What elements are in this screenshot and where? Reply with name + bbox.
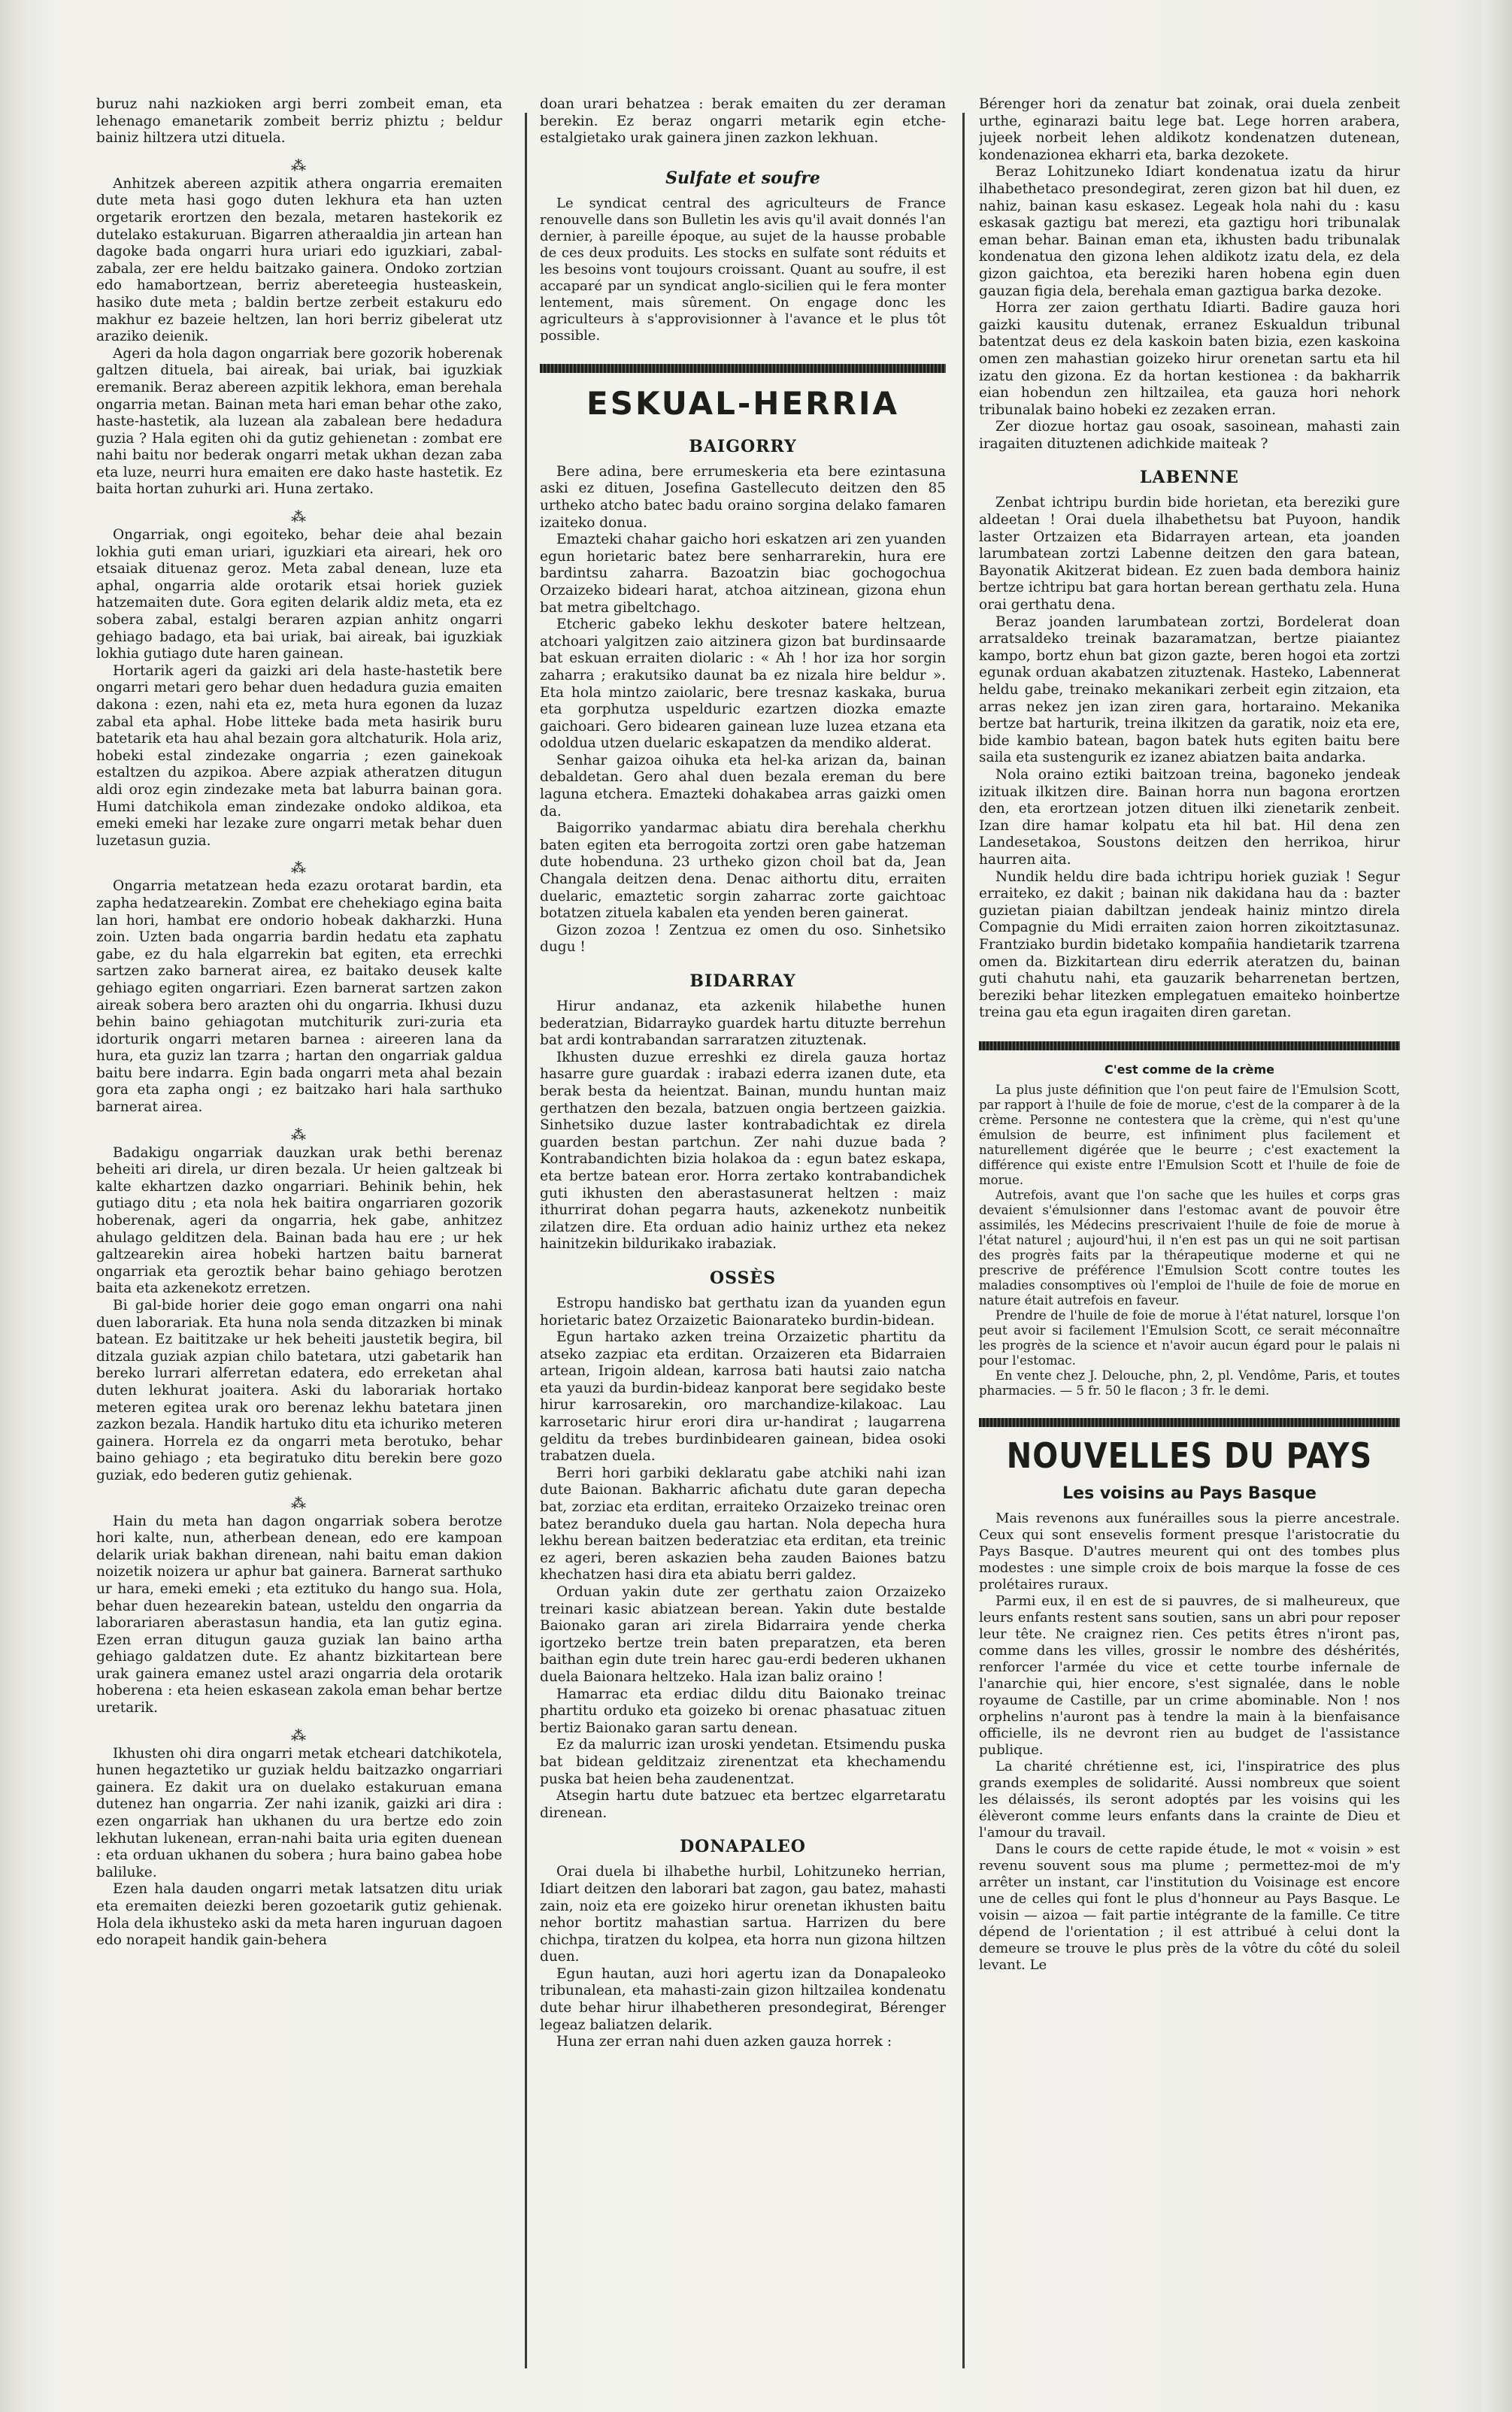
article-paragraph: Orduan yakin dute zer gerthatu zaion Orzaizeko treinari kasic abiatzean berean. Yakin dute bestalde Baionako garan ari zirela Bidarraira yende cherka igortzeko bertze trein baten preparatzen, eta beren baithan egin dute trein harec gau-erdi bederen ukhanen duela Baionara heltzeko. Hala izan baliz oraino ! [540,1584,946,1685]
article-paragraph: Ez da malurric izan uroski yendetan. Etsimendu puska bat bidean gelditzaiz zirenentzat eta khechamendu puska bat heien beha zaudenentzat. [540,1737,946,1787]
section-ornament: ⁂ [291,508,308,526]
decorative-banner [979,1041,1400,1050]
article-paragraph: Mais revenons aux funérailles sous la pierre ancestrale. Ceux qui sont ensevelis forment presque l'aristocratie du Pays Basque. D'autres meurent qui ont des tombes plus modestes : une simple croix de bois marque la fosse de ces prolétaires ruraux. [979,1510,1400,1592]
article-paragraph: Estropu handisko bat gerthatu izan da yuanden egun horietaric batez Orzaizetic Baionarateko burdin-bidean. [540,1295,946,1329]
section-ornament: ⁂ [291,1125,308,1144]
article-paragraph: Ikhusten ohi dira ongarri metak etcheari datchikotela, hunen hegaztetiko ur guziak heldu baitzazko ongarriari gainera. Ez dakit ura on duelako estakuruan emana dutenez han ongarria. Zer nahi izanik, gaizki ari dira : ezen ongarriak han ukhanen du ura bertze edo zoin lekhutan lukenean, erran-nahi baita uria egiten duenean : eta orduan ukhanen du sobera ; hura baino gabea hobe baliluke. [96,1745,502,1880]
article-paragraph: Ongarriak, ongi egoiteko, behar deie ahal bezain lokhia guti eman uriari, iguzkiari eta aireari, hek oro etsaiak dituenaz geroz. Meta zabal denean, luze eta aphal, ongarria alde orotarik etsai horiek guziek hatzemaiten dute. Gora egiten delarik aldiz meta, eta ez sobera zabal, estalgi beraren azpian anhitz ongarri gehiago badago, eta bai uriak, bai aireak, bai iguzkiak lokhia gutiago dute haren gainean. [96,527,502,662]
column-middle [540,96,946,2397]
article-paragraph: Etcheric gabeko lekhu deskoter batere heltzean, atchoari yalgitzen zaio aitzinera gizon bat burdinsaarde bat eskuan erraiten diolaric : « Ah ! hor iza hor sorgin zaharra ; erakutsiko daunat ba ez nizala hire beldur ». Eta hola mintzo zaiolaric, bere tresnaz kaskaka, burua eta gorphutza uspelduric ezartzen diozka emazte gaichoari. Gero bidearen gainean luze luzea etzana eta odoldua utzen duelaric eskapatzen da mendiko alderat. [540,617,946,752]
article-paragraph: doan urari behatzea : berak emaiten du zer deraman berekin. Ez beraz ongarri metarik egin etche-estalgietako urak gainera jinen zazkon lekhuan. [540,96,946,147]
article-paragraph: Badakigu ongarriak dauzkan urak bethi berenaz beheiti ari direla, ur diren bezala. Ur heien galtzeak bi kalte ekhartzen dazko ongarriari. Behinik behin, hek gutiago ditu ; eta nola hek baitira ongarriaren gozorik hoberenak, ageri da ongarria, hek gabe, anhitzez ahulago gelditzen dela. Bainan bada hau ere ; ur hek galtzearekin airea hobeki hartzen baitu barnerat ongarriak eta geroztik behar baino gehiago berotzen baita eta azkenekotz erretzen. [96,1144,502,1297]
article-paragraph: La charité chrétienne est, ici, l'inspiratrice des plus grands exemples de solidarité. Aussi nombreux que soient les délaissés, ils seront adoptés par les voisins qui les élèveront comme leurs enfants dans la crainte de Dieu et l'amour du travail. [979,1758,1400,1841]
article-paragraph: Senhar gaizoa oihuka eta hel-ka arizan da, bainan debaldetan. Gero ahal duen bezala ereman du bere laguna etchera. Emazteki dohakabea arras gaizki omen da. [540,752,946,820]
article-paragraph: Le syndicat central des agriculteurs de France renouvelle dans son Bulletin les avis qu'il avait donnés l'an dernier, à pareille époque, au sujet de la hausse probable de ces deux produits. Les stocks en sulfate sont réduits et les besoins vont toujours croissant. Quant au soufre, il est accaparé par un syndicat anglo-sicilien qui le fera monter lentement, mais sûrement. On engage donc les agriculteurs à s'approvisionner à l'avance et le plus tôt possible. [540,195,946,344]
ad-paragraph: En vente chez J. Delouche, phn, 2, pl. Vendôme, Paris, et toutes pharmacies. — 5 fr. 50 le flacon ; 3 fr. le demi. [979,1368,1400,1398]
section-ornament: ⁂ [291,1493,308,1512]
article-paragraph: Parmi eux, il en est de si pauvres, de si malheureux, que leurs enfants restent sans soutien, sans un abri pour reposer leur tête. Ne craignez rien. Ces petits êtres n'iront pas, comme dans les villes, grossir le nombre des déshérités, renforcer l'armée du vice et cette tourbe infernale de l'anarchie qui, hier encore, s'est signalée, dans le noble royaume de Castille, par un crime abominable. Non ! nos orphelins n'auront pas à tendre la main à la bienfaisance officielle, ils ne devront rien au budget de l'assistance publique. [979,1592,1400,1758]
ad-paragraph: Autrefois, avant que l'on sache que les huiles et corps gras devaient s'émulsionner dans l'estomac avant de pouvoir être assimilés, les Médecins prescrivaient l'huile de foie de morue à l'état naturel ; aujourd'hui, il n'en est pas un qui ne soit partisan des progrès faits par la thérapeutique moderne et qui ne prescrive de préférence l'Emulsion Scott contre toutes les maladies consomptives où l'emploi de l'huile de foie de morue en nature était autrefois en faveur. [979,1187,1400,1308]
article-paragraph: Nola oraino eztiki baitzoan treina, bagoneko jendeak izituak ilkitzen dire. Bainan horra nun bagona erortzen den, eta erortzean jotzen dituen ilki zienetarik zenbeit. Izan dire hamar kolpatu eta hil bat. Hil dena zen Landesetakoa, Soustons deitzen den herrikoa, hirur haurren aita. [979,766,1400,868]
article-paragraph: Atsegin hartu dute batzuec eta bertzec elgarretaratu direnean. [540,1788,946,1821]
article-paragraph: Hortarik ageri da gaizki ari dela haste-hastetik bere ongarri metari gero behar duen hedadura guzia emaiten dakona : ezen, nahi eta ez, meta hura egonen da luzaz zabal eta aphal. Hobe litteke bada meta hasirik buru batetarik eta hau ahal bezain gora altchaturik. Hola ariz, hobeki estal zindezake ongarria ; ezen gainekoak estaltzen du azpikoa. Abere azpiak atheratzen ditugun aldi oroz egin zindezake meta bat laburra bainan gora. Humi datchikola eman zindezake ondoko aldikoa, eta emeki emeki har lezake zure ongarri metak behar duen luzetasun guzia. [96,662,502,849]
article-paragraph: Ezen hala dauden ongarri metak latsatzen ditu uriak eta eremaiten deiezki beren gozoetarik gutiz gehienak. Hola dela ikhusteko aski da meta haren inguruan dagoen edo norapeit handik gain-behera [96,1881,502,1949]
article-paragraph: Ongarria metatzean heda ezazu orotarat bardin, eta zapha hedatzearekin. Zombat ere chehekiago egina baita lan hori, hambat ere ondorio hobeak dakharzki. Huna zoin. Uzten bada ongarria bardin hedatu eta zaphatu gabe, ez du hala elgarrekin bat egiten, eta errechki sartzen zako barnerat airea, ez baitako deusek kalte gehiago egiten ongarriari. Ezen barnerat sartzen zakon aireak sobera bero arazten ohi du ongarria. Ikhusi duzu behin baino gehiagotan mutchiturik zuri-zuria eta idorturik ongarri metaren barnea : aireeren lana da hura, eta guziz lan tzarra ; hartan den ongarriak galdua baitu bere indarra. Egin bada ongarri meta ahal bezain gora eta zapha ongi ; ez baitzako hari hala sarthuko barnerat airea. [96,878,502,1116]
section-ornament: ⁂ [291,859,308,877]
advertisement-body [979,1083,1400,1398]
column-right [979,96,1400,2397]
ad-paragraph: Prendre de l'huile de foie de morue à l'état naturel, lorsque l'on peut avoir si facilement l'Emulsion Scott, ce serait méconnaître les progrès de la science et n'avoir aucun égard pour le palais ni pour l'estomac. [979,1308,1400,1368]
article-paragraph: Ikhusten duzue erreshki ez direla gauza hortaz hasarre gure guardak : irabazi ederra izanen dute, eta berak besta da heientzat. Bainan, mundu huntan maiz gerthatzen den bezala, batzuen ongia bertzeen gaizkia. Sinhetsiko duzue laster kontrabadichtak ez direla guarden bestan partchun. Zer nahi duzue bada ? Kontrabandichten bizia holakoa da : egun batez eskapa, eta bertze batean eror. Horra zertako kontrabandichek guti ikhusten den aberastasunerat heltzen : maiz ithurrirat dohan pegarra hauts, azkenekotz nunbeitik zilatzen dire. Eta orduan adio hainiz urthez eta nekez hainitzekin bildurikako irabaziak. [540,1049,946,1253]
article-paragraph: Nundik heldu dire bada ichtripu horiek guziak ! Segur erraiteko, ez dakit ; bainan nik dakidana hau da : bazter guzietan piaian dabiltzan jendeak hainiz mintzo direla Compagnie du Midi erraiten zaion horren zikoitztasunaz. Frantziako burdin bidetako kompañia handietarik tzarrena omen da. Bizkitartean diru ederrik ateratzen du, bainan guti chahutu nahi, eta gauzarik beharrenetan bertzen, bereziki behar litezken emplegatuen emaiteko hoinbertze treina gau eta egun iragaiten diren garetan. [979,868,1400,1021]
section-ornament: ⁂ [291,156,308,174]
section-title-baigorry: BAIGORRY [689,436,797,456]
article-paragraph: Huna zer erran nahi duen azken gauza horrek : [556,2034,892,2050]
section-masthead-nouvelles: NOUVELLES DU PAYS [1006,1436,1373,1477]
column-rule-2 [962,113,965,2368]
page-edge-left [0,0,30,2412]
article-paragraph: Bérenger hori da zenatur bat zoinak, orai duela zenbeit urthe, eginarazi baitu lege bat. Lege horren arabera, jujeek norbeit lehen aldikotz kondenatzen dutenean, kondenazionea ekharri eta, barka dezokete. [979,96,1400,163]
article-paragraph: Zenbat ichtripu burdin bide horietan, eta bereziki gure aldeetan ! Orai duela ilhabethetsu bat Puyoon, handik laster Ortzaizen eta Bidarrayen artean, eta joanden larumbatean zortzi Labenne deitzen den gara batean, Bayonatik Akitzerat bidean. Ez zuen bada dembora hainiz bertze ichtripu bat gara hortan berean gerthatu zela. Huna orai gerthatu dena. [979,495,1400,614]
decorative-banner [540,364,946,373]
page-edge-right [1482,0,1512,2412]
ad-paragraph: La plus juste définition que l'on peut faire de l'Emulsion Scott, par rapport à l'huile de foie de morue, c'est de la comparer à de la crème. Personne ne contestera que la crème, qui n'est qu'une émulsion de beurre, est infiniment plus facilement et naturellement digérée que le beurre ; c'est exactement la différence qui existe entre l'Emulsion Scott et l'huile de foie de morue. [979,1082,1400,1187]
column-left [96,96,502,2397]
article-paragraph: Ageri da hola dagon ongarriak bere gozorik hoberenak galtzen dituela, bai aireak, bai uriak, bai iguzkiak eremanik. Beraz abereen azpitik lekhora, eman berehala ongarria metan. Bainan meta hari eman behar othe zako, haste-hastetik, ala luzean ala zabalean bere hedadura guzia ? Hala egiten ohi da gutiz gehienetan : zombat ere nahi baitu nor bederak ongarri metak ukhan dezan zaba eta luze, neurri hura emaiten ere dako haste hastetik. Ez baita hortan zuhurki ari. Huna zertako. [96,345,502,498]
article-paragraph: Hamarrac eta erdiac dildu ditu Baionako treinac phartitu orduko eta goizeko bi orenac phasatuac zituen bertiz Baionako garan sartu denean. [540,1686,946,1736]
article-paragraph: Beraz joanden larumbatean zortzi, Bordelerat doan arratsaldeko treinak bazaramatzan, bertze piaiantez kampo, bortz ehun bat gizon gazte, beren hogoi eta zortzi egunak orduan akabatzen zituztenak. Hasteko, Labennerat heldu gabe, treinako mekanikari zerbeit egin zitzaion, eta arras nekez jen izan ziren gara, hortaraino. Mekanika bertze bat harturik, treina ilkitzen da garatik, noiz eta ere, bide kambio batean, bagon batek huts egiten baitu bere saila eta sustengurik ez izanez abiatzen baita andarka. [979,614,1400,766]
article-paragraph: Horra zer zaion gerthatu Idiarti. Badire gauza hori gaizki kausitu dutenak, erranez Eskualdun tribunal batentzat deus ez dela kaskoin baten bizia, ezen kaskoina omen zen mahastian goizeko hirur orenetan sartu eta hil izatu den gizona. Ez da hortan kestionea : da bakharrik eian hobendun zen hiltzailea, eta gauza hori nehork tribunalak baino hobeki ez zezaken erran. [979,300,1400,418]
article-paragraph: Berri hori garbiki deklaratu gabe atchiki nahi izan dute Baionan. Bakharric afichatu dute garan depecha bat, zorziac eta erditan, erraiteko Orzaizeko treinac oren batez beranduko duela gau hartan. Nola depecha hura lekhu berean baitzen bederatziac eta erditan, eta treinic ez ageri, beren askazien beha zauden Baiones batzu khechatzen hasi dira eta abiatu berri galdez. [540,1465,946,1583]
decorative-banner [979,1418,1400,1427]
section-ornament: ⁂ [291,1726,308,1744]
section-title-bidarray: BIDARRAY [689,971,796,991]
section-title-labenne: LABENNE [1140,468,1239,488]
section-title-osses: OSSÈS [709,1268,777,1288]
advertisement-title: C'est comme de la crème [1104,1062,1274,1077]
article-title-voisins: Les voisins au Pays Basque [1062,1483,1317,1503]
article-paragraph: Bi gal-bide horier deie gogo eman ongarri ona nahi duen laborariak. Eta huna nola senda ditzazken bi minak batean. Ez baititzake ur hek beheiti jaustetik begira, bil ditzala guziak azpian chilo batetara, utzi gabetarik han bereko lurrari alferretan edatera, edo erreketan ahal duten lekhurat joaitera. Aski du laborariak hortako meteren egitea urak oro berenaz lekhu batetara jinen zazkon bezala. Handik hartuko ditu eta ichuriko meteren gainera. Horrela ez da ongarri meta berotuko, behar baino gehiago ; eta begiratuko ditu berekin bere gozo guziak, edo bederen gutiz gehienak. [96,1298,502,1483]
article-paragraph: Zer diozue hortaz gau osoak, sasoinean, mahasti zain iragaiten dituztenen adichkide maiteak ? [979,419,1400,452]
article-paragraph: Hirur andanaz, eta azkenik hilabethe hunen bederatzian, Bidarrayko guardek hartu dituzte berrehun bat ardi kontrabandan sarraratzen zituztenak. [540,998,946,1049]
article-paragraph: buruz nahi nazkioken argi berri zombeit eman, eta lehenago emanetarik zombeit berriz phiztu ; beldur bainiz hiltzera utzi dituela. [96,96,502,147]
article-paragraph: Gizon zozoa ! Zentzua ez omen du oso. Sinhetsiko dugu ! [540,922,946,956]
article-paragraph: Emazteki chahar gaicho hori eskatzen ari zen yuanden egun horietaric batez bere senharrarekin, hura ere bardintsu zaharra. Bazoatzin biac gochogochua Orzaizeko bideari harat, atchoa aitzinean, gizona ehun bat metra gibeltchago. [540,532,946,616]
article-paragraph: Dans le cours de cette rapide étude, le mot « voisin » est revenu souvent sous ma plume ; permettez-moi de m'y arrêter un instant, car l'institution du Voisinage est encore une de celles qui font le plus d'honneur au Pays Basque. Le voisin — aizoa — fait partie intégrante de la famille. Ce titre dépend de l'orientation ; il est attribué à celui dont la demeure se trouve le plus près de la vôtre du côté du soleil levant. Le [979,1841,1400,1973]
section-title-sulfate: Sulfate et soufre [665,168,820,188]
article-paragraph: Beraz Lohitzuneko Idiart kondenatua izatu da hirur ilhabethetaco presondegirat, zeren gizon bat hil duen, ez nahiz, bainan kasu eskasez. Legeak hola nahi du : kasu eskasak gaztigu bat merezi, eta gaztigu hori tribunalak eman behar. Bainan eman eta, ikhusten badu tribunalak kondenatua den gizona lehen aldikotz izatu dela, ez dela gizon gaichtoa, eta bereziki haren hobena egin duen gauzan figia dela, berehala eman gaztigua barka dezoke. [979,164,1400,299]
article-paragraph: Bere adina, bere errumeskeria eta bere ezintasuna aski ez dituen, Josefina Gastellecuto deitzen den 85 urtheko atcho batec badu oraino sorgina delako famaren izaiteko donua. [540,463,946,531]
article-paragraph: Baigorriko yandarmac abiatu dira berehala cherkhu baten egiten eta berrogoita zortzi oren gabe hatzeman dute hobenduna. 23 urtheko gizon choil bat da, Jean Changala deitzen dena. Denac aithortu ditu, erraiten duelaric, emaztetic sorgin zaharrac zorte gaichtoac botatzen zituela kabalen eta yenden beren gainerat. [540,820,946,922]
article-paragraph: Egun hautan, auzi hori agertu izan da Donapaleoko tribunalean, eta mahasti-zain gizon hiltzailea kondenatu dute behar hirur ilhabetheren presondegirat, Bérenger legeaz baliatzen delarik. [540,1965,946,2033]
article-paragraph: Hain du meta han dagon ongarriak sobera berotze hori kalte, nun, atherbean denean, edo ere kampoan delarik uriak bakhan direnean, nahi baitu eman dakion noizetik noizera ur aphur bat gainera. Barnerat sarthuko ur hara, emeki emeki ; eta eztituko du hango sua. Hola, behar duen hezearekin batean, usteldu den ongarria da laborariaren aberastasun handia, eta lan gutiz egina. Ezen erran ditugun gauza guziak lan baino artha gehiago galdatzen dute. Ez ahantz bizkitartean bere urak gainera emanez ustel arazi ongarria dela orotarik hoberena : eta heien eskasean zakola eman behar bertze uretarik. [96,1513,502,1717]
column-rule-1 [525,113,527,2368]
article-paragraph: Anhitzek abereen azpitik athera ongarria eremaiten dute meta hasi gogo duten lekhura eta han uzten orgetarik erortzen den bezala, metaren hastekorik ez dutelako estakuruan. Bigarren atheraaldia jin artean han dagoke bada ongarri hura uriari edo iguzkiari, zabal-zabala, zer ere heldu baitzako gainera. Ondoko zortzian edo hamabortzean, berriz abereteegia husteaskein, hasiko dute meta ; baldin bertze zerbeit estakuru edo makhur ez bazeie heltzen, lan hori berriz gibelerat utz araziko deienik. [96,175,502,345]
article-paragraph: Orai duela bi ilhabethe hurbil, Lohitzuneko herrian, Idiart deitzen den laborari bat zagon, gau batez, mahasti zain, noiz eta ere goizeko hirur orenetan ikhusten baitu nehor bortitz mahastian sartua. Harrizen du bere chichpa, tiratzen du kolpea, eta horra nun gizona hiltzen duen. [540,1864,946,1965]
article-paragraph: Egun hartako azken treina Orzaizetic phartitu da atseko zazpiac eta erditan. Orzaizeren eta Bidarraien artean, Irigoin aldean, karrosa bati hautsi zaio natcha eta yauzi da burdin-bideaz kanporat bere segidako beste hirur karrosarekin, oro marchandize-kilakoac. Lau karrosetaric hirur erori dira ur-handirat ; laugarrena gelditu da trebes burdinbidearen gainean, bidea osoki trabatzen duela. [540,1329,946,1465]
section-title-donapaleo: DONAPALEO [680,1837,806,1857]
section-masthead: ESKUAL-HERRIA [586,384,899,422]
